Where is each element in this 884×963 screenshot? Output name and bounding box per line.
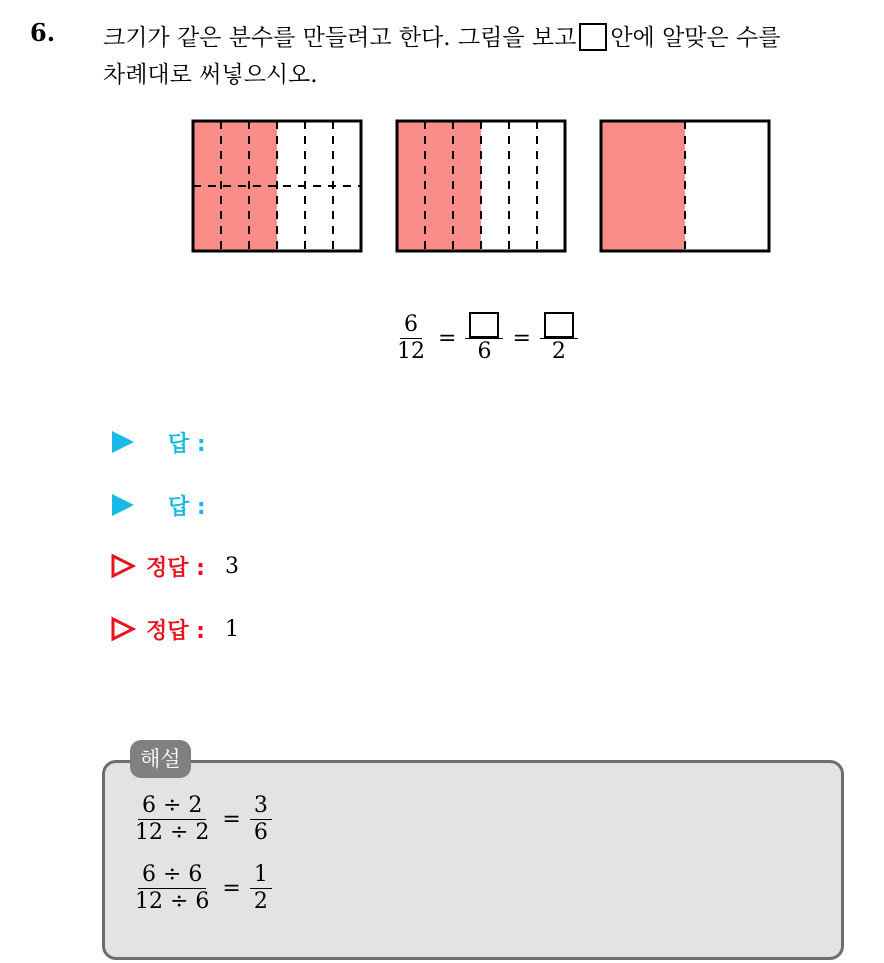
fraction-given-numerator: 6 [400,312,422,339]
explanation-fraction [131,793,213,846]
question-line-2: 차례대로 써넣으시오. [103,62,318,88]
question-number: 6. [30,18,56,47]
correct-label: 정답 : [146,618,205,644]
explanation-denominator: 12 ÷ 6 [135,889,210,914]
explanation-numerator: 6 ÷ 6 [138,862,206,889]
equals-sign: = [438,325,457,351]
figure-halves [601,121,769,251]
shaded-region [397,121,481,251]
correct-label: 정답 : [146,555,205,581]
answer-row-2 [110,489,206,521]
explanation-line-2 [128,862,275,915]
explanation-line-1 [128,793,275,846]
question-text-before: 크기가 같은 분수를 만들려고 한다. 그림을 보고 [103,25,577,51]
figure-sixths [397,121,565,251]
equals-sign: = [222,807,241,832]
correct-row-1 [110,550,239,582]
figure-twelfths [193,121,361,251]
explanation-result [250,862,272,915]
blank-box-icon [469,312,499,338]
fraction-blank-2 [540,312,578,365]
question-line-1 [103,19,780,52]
fraction-given [393,312,429,365]
answer-row-1 [110,426,206,458]
explanation-result-numerator: 3 [250,793,272,820]
equals-sign: = [512,325,531,351]
shaded-region [601,121,685,251]
correct-row-2 [110,613,239,645]
blank-box-icon [579,23,607,51]
outline-triangle-icon [110,616,136,642]
explanation-result-denominator: 2 [253,889,268,914]
answer-label: 답 : [168,431,206,457]
explanation-numerator: 6 ÷ 2 [138,793,206,820]
explanation-denominator: 12 ÷ 2 [135,820,210,845]
correct-value: 1 [224,616,239,642]
explanation-box [102,760,844,960]
question-text-after: 안에 알맞은 수를 [610,25,781,51]
explanation-result-numerator: 1 [250,862,272,889]
explanation-tag: 해설 [130,740,191,778]
play-triangle-icon [110,429,136,455]
correct-value: 3 [224,553,239,579]
equation [390,306,581,370]
blank-box-icon [544,312,574,338]
answer-label: 답 : [168,494,206,520]
fraction-given-denominator: 12 [397,338,425,364]
fraction-blank-1 [465,312,503,365]
explanation-result [250,793,272,846]
fraction-blank-2-denominator: 2 [551,338,566,364]
equals-sign: = [222,876,241,901]
shaded-region [193,121,277,251]
explanation-result-denominator: 6 [253,820,268,845]
fraction-blank-1-denominator: 6 [477,338,492,364]
play-triangle-icon [110,492,136,518]
explanation-fraction [131,862,213,915]
outline-triangle-icon [110,553,136,579]
fraction-figures [0,110,884,260]
